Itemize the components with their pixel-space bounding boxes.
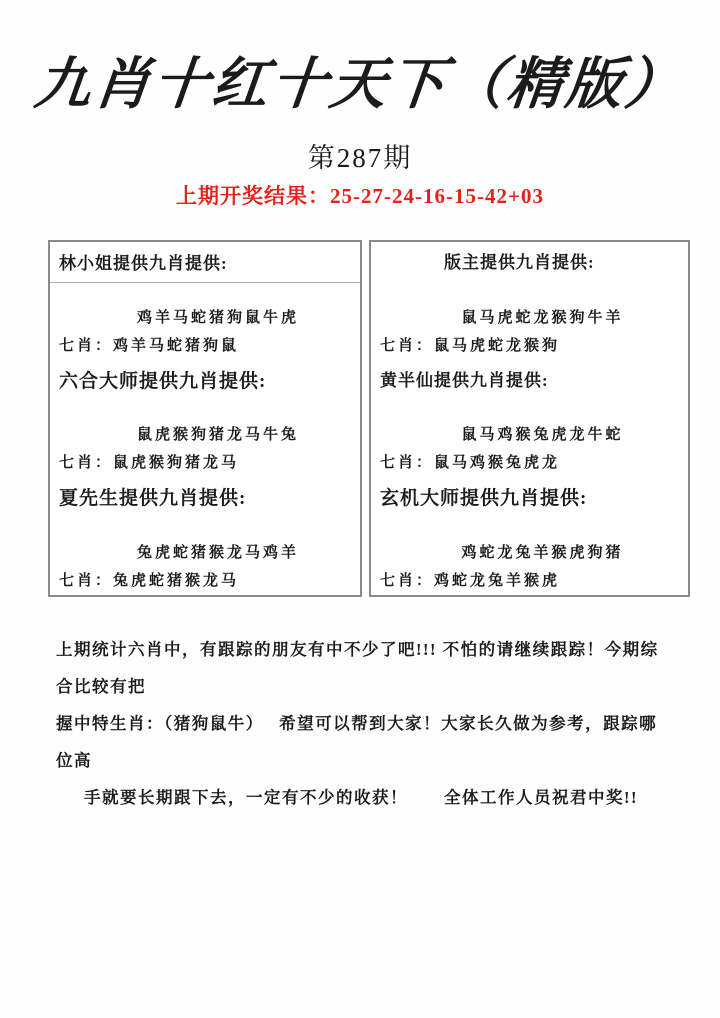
provider-header: 六合大师提供九肖提供: [59, 370, 267, 392]
nine-xiao-line: 鼠虎猴狗猪龙马牛兔 [136, 427, 299, 444]
nine-xiao-line: 鸡羊马蛇猪狗鼠牛虎 [136, 309, 299, 326]
animals-block [380, 423, 679, 472]
provider-header: 版主提供九肖提供: [444, 253, 595, 272]
provider-section [371, 242, 688, 360]
animals-block [59, 541, 351, 590]
provider-section [371, 477, 688, 595]
nine-xiao-line: 鼠马鸡猴兔虎龙牛蛇 [461, 427, 624, 444]
animals-block [59, 423, 351, 472]
provider-header: 黄半仙提供九肖提供: [380, 370, 549, 390]
animals-block [380, 541, 679, 590]
provider-header: 玄机大师提供九肖提供: [380, 488, 588, 510]
animals-block [380, 306, 679, 355]
seven-xiao-line: 七肖：鸡羊马蛇猪狗鼠 [59, 337, 240, 354]
issue-number: 第287期 [307, 143, 413, 173]
seven-xiao-line: 七肖：鼠虎猴狗猪龙马 [59, 455, 240, 472]
result-label: 上期开奖结果： [176, 184, 331, 208]
predictions-area [48, 240, 690, 597]
seven-xiao-line: 七肖：兔虎蛇猪猴龙马 [59, 573, 240, 590]
animals-block [59, 306, 351, 355]
seven-xiao-line: 七肖：鼠马虎蛇龙猴狗 [380, 337, 561, 354]
nine-xiao-line: 鸡蛇龙兔羊猴虎狗猪 [461, 545, 624, 562]
provider-header: 夏先生提供九肖提供: [59, 488, 247, 510]
predictions-column-right [369, 240, 690, 597]
footer-note [56, 631, 670, 816]
page-title: 九肖十红十天下（精版） [31, 54, 688, 116]
provider-section [50, 477, 360, 595]
provider-section [50, 242, 360, 360]
last-draw-result [0, 180, 720, 210]
provider-section [371, 360, 688, 478]
seven-xiao-line: 七肖：鼠马鸡猴兔虎龙 [380, 455, 561, 472]
predictions-column-left [48, 240, 362, 597]
result-numbers: 25-27-24-16-15-42+03 [330, 184, 544, 208]
footer-line: 上期统计六肖中，有跟踪的朋友有中不少了吧!!! 不怕的请继续跟踪！今期综合比较有把 [56, 640, 659, 696]
provider-header: 林小姐提供九肖提供: [50, 242, 360, 283]
seven-xiao-line: 七肖：鸡蛇龙兔羊猴虎 [380, 573, 561, 590]
nine-xiao-line: 鼠马虎蛇龙猴狗牛羊 [461, 309, 624, 326]
provider-section [50, 360, 360, 478]
footer-line: 手就要长期跟下去，一定有不少的收获！ 全体工作人员祝君中奖!! [84, 788, 638, 807]
footer-line: 握中特生肖：（猪狗鼠牛） 希望可以帮到大家！大家长久做为参考，跟踪哪位高 [56, 714, 658, 770]
nine-xiao-line: 兔虎蛇猪猴龙马鸡羊 [136, 545, 299, 562]
